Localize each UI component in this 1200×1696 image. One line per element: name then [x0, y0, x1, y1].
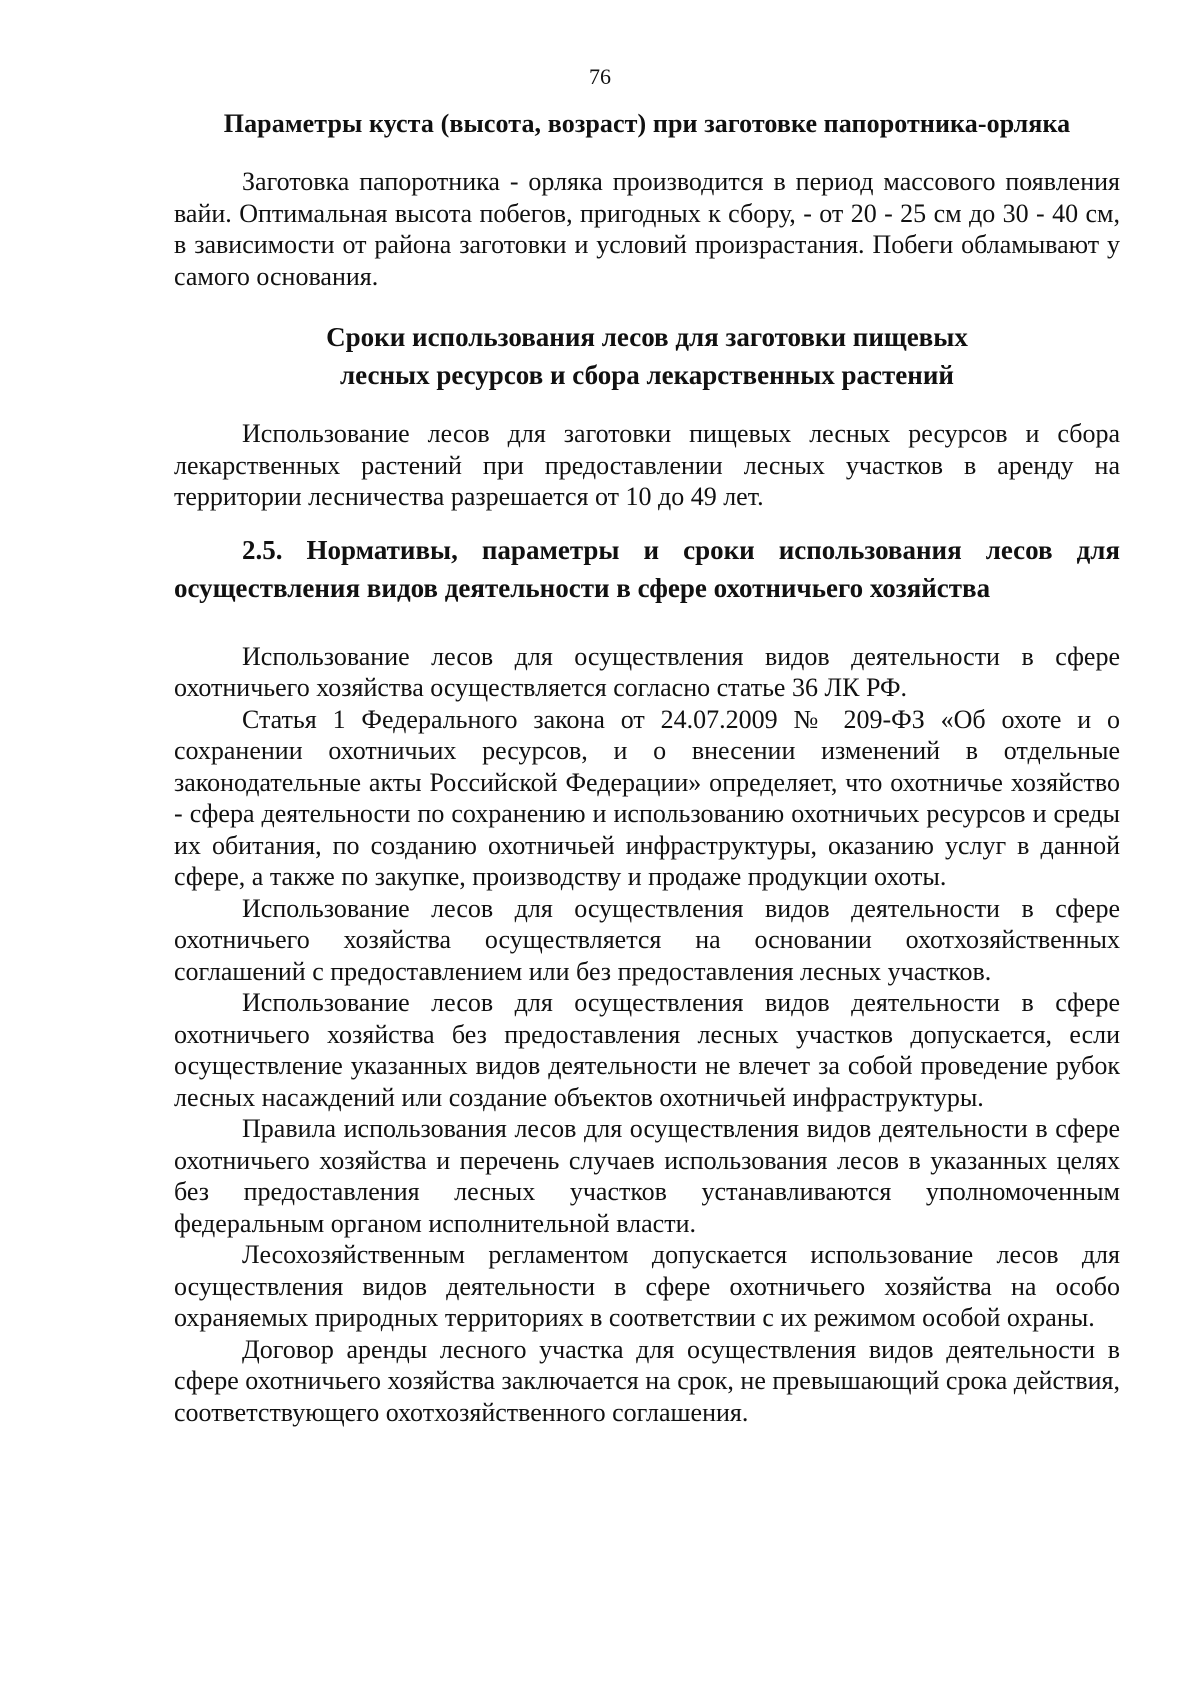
page-content	[174, 106, 1120, 1428]
hunting-paragraph-6: Лесохозяйственным регламентом допускается использование лесов для осуществления видов деятельности в сфере охотничьего хозяйства на особо охраняемых природных территориях в соответствии с их режимом особой охраны.	[174, 1240, 1120, 1332]
fern-paragraph: Заготовка папоротника - орляка производится в период массового появления вайи. Оптимальная высота побегов, пригодных к сбору, - от 20 - 25 см до 30 - 40 см, в зависимости от района заготовки и условий произрастания. Побеги обламывают у самого основания.	[174, 167, 1120, 291]
fern-section-title: Параметры куста (высота, возраст) при заготовке папоротника-орляка	[223, 109, 1071, 138]
hunting-section-title: 2.5. Нормативы, параметры и сроки использования лесов для осуществления видов деятельности в сфере охотничьего хозяйства	[174, 534, 1120, 603]
page-number: 76	[589, 64, 611, 89]
terms-paragraph: Использование лесов для заготовки пищевых лесных ресурсов и сбора лекарственных растений при предоставлении лесных участков в аренду на территории лесничества разрешается от 10 до 49 лет.	[174, 419, 1120, 511]
terms-section-title	[174, 318, 1120, 394]
hunting-paragraph-4: Использование лесов для осуществления видов деятельности в сфере охотничьего хозяйства без предоставления лесных участков допускается, если осуществление указанных видов деятельности не влечет за собой проведение рубок лесных насаждений или создание объектов охотничьей инфраструктуры.	[174, 988, 1120, 1112]
terms-title-line-2: лесных ресурсов и сбора лекарственных растений	[340, 360, 954, 390]
hunting-paragraph-3: Использование лесов для осуществления видов деятельности в сфере охотничьего хозяйства осуществляется на основании охотхозяйственных соглашений с предоставлением или без предоставления лесных участков.	[174, 893, 1120, 986]
terms-title-line-1: Сроки использования лесов для заготовки пищевых	[326, 322, 968, 352]
hunting-paragraph-2: Статья 1 Федерального закона от 24.07.2009 № 209-ФЗ «Об охоте и о сохранении охотничьих ресурсов, и о внесении изменений в отдельные законодательные акты Российской Федерации» определяет, что охотничье хозяйство - сфера деятельности по сохранению и использованию охотничьих ресурсов и среды их обитания, по созданию охотничьей инфраструктуры, оказанию услуг в данной сфере, а также по закупке, производству и продаже продукции охоты.	[174, 704, 1120, 891]
hunting-paragraph-7: Договор аренды лесного участка для осуществления видов деятельности в сфере охотничьего хозяйства заключается на срок, не превышающий срока действия, соответствующего охотхозяйственного соглашения.	[174, 1334, 1120, 1427]
hunting-paragraph-1: Использование лесов для осуществления видов деятельности в сфере охотничьего хозяйства осуществляется согласно статье 36 ЛК РФ.	[174, 641, 1120, 702]
hunting-paragraph-5: Правила использования лесов для осуществления видов деятельности в сфере охотничьего хозяйства и перечень случаев использования лесов в указанных целях без предоставления лесных участков устанавливаются уполномоченным федеральным органом исполнительной власти.	[174, 1114, 1120, 1238]
